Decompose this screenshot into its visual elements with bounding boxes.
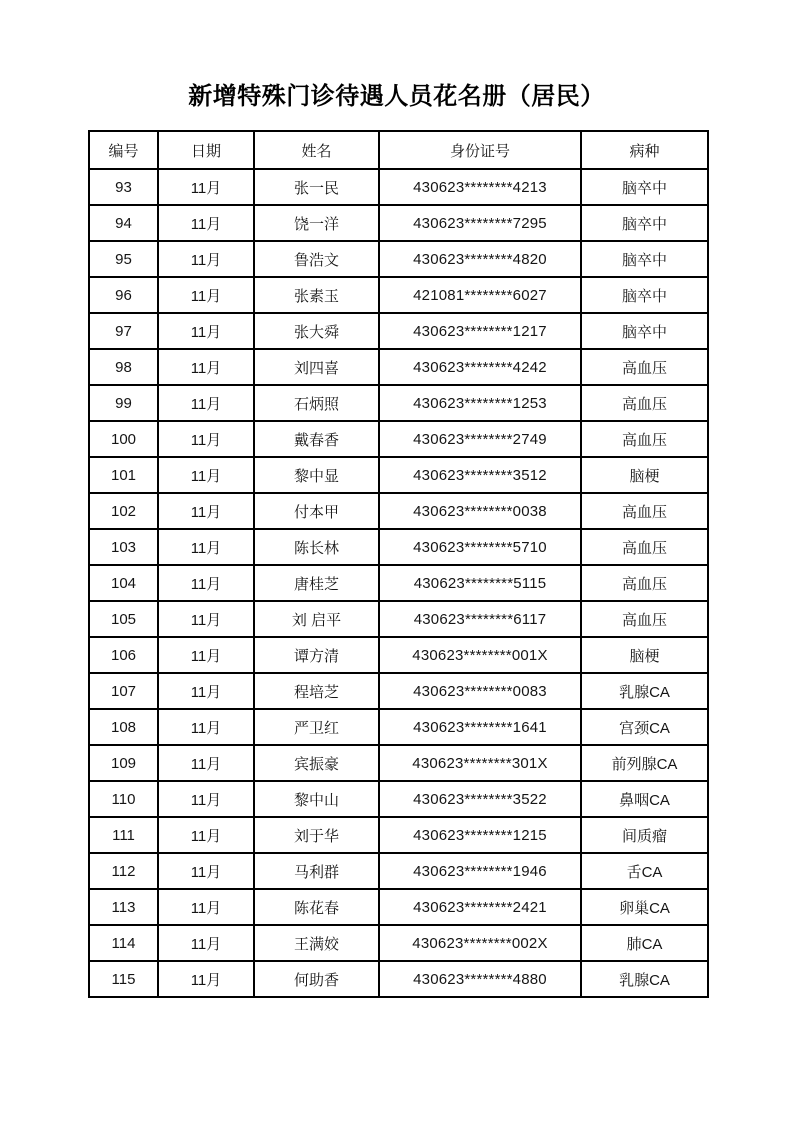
cell-id: 430623********0083 — [379, 673, 581, 709]
cell-number: 107 — [89, 673, 158, 709]
cell-date: 11月 — [158, 961, 254, 997]
table-row — [89, 853, 708, 889]
cell-name: 张素玉 — [254, 277, 379, 313]
cell-disease: 卵巢CA — [581, 889, 708, 925]
table-row — [89, 817, 708, 853]
cell-date: 11月 — [158, 205, 254, 241]
column-header-date: 日期 — [158, 131, 254, 169]
cell-number: 96 — [89, 277, 158, 313]
cell-number: 93 — [89, 169, 158, 205]
cell-name: 张一民 — [254, 169, 379, 205]
cell-id: 430623********4242 — [379, 349, 581, 385]
cell-number: 112 — [89, 853, 158, 889]
cell-id: 430623********4213 — [379, 169, 581, 205]
cell-date: 11月 — [158, 493, 254, 529]
table-row — [89, 205, 708, 241]
cell-disease: 乳腺CA — [581, 961, 708, 997]
cell-date: 11月 — [158, 277, 254, 313]
cell-id: 430623********1253 — [379, 385, 581, 421]
header-row — [89, 131, 708, 169]
cell-name: 程培芝 — [254, 673, 379, 709]
cell-number: 94 — [89, 205, 158, 241]
table-body — [89, 169, 708, 997]
cell-disease: 脑卒中 — [581, 241, 708, 277]
column-header-id: 身份证号 — [379, 131, 581, 169]
table-row — [89, 169, 708, 205]
cell-name: 张大舜 — [254, 313, 379, 349]
cell-name: 黎中山 — [254, 781, 379, 817]
cell-date: 11月 — [158, 313, 254, 349]
cell-id: 430623********2421 — [379, 889, 581, 925]
cell-number: 103 — [89, 529, 158, 565]
cell-number: 100 — [89, 421, 158, 457]
cell-id: 430623********5710 — [379, 529, 581, 565]
cell-name: 黎中显 — [254, 457, 379, 493]
cell-number: 98 — [89, 349, 158, 385]
cell-name: 陈花春 — [254, 889, 379, 925]
cell-id: 430623********301X — [379, 745, 581, 781]
column-header-name: 姓名 — [254, 131, 379, 169]
cell-name: 陈长林 — [254, 529, 379, 565]
cell-id: 430623********1946 — [379, 853, 581, 889]
cell-date: 11月 — [158, 709, 254, 745]
cell-disease: 高血压 — [581, 385, 708, 421]
table-header — [89, 131, 708, 169]
cell-name: 饶一洋 — [254, 205, 379, 241]
cell-number: 102 — [89, 493, 158, 529]
cell-name: 戴春香 — [254, 421, 379, 457]
table-row — [89, 709, 708, 745]
table-row — [89, 781, 708, 817]
cell-id: 430623********0038 — [379, 493, 581, 529]
cell-id: 430623********5115 — [379, 565, 581, 601]
cell-disease: 高血压 — [581, 349, 708, 385]
table-row — [89, 601, 708, 637]
table-row — [89, 529, 708, 565]
cell-date: 11月 — [158, 529, 254, 565]
cell-date: 11月 — [158, 169, 254, 205]
cell-number: 114 — [89, 925, 158, 961]
cell-date: 11月 — [158, 817, 254, 853]
cell-name: 何助香 — [254, 961, 379, 997]
cell-number: 115 — [89, 961, 158, 997]
cell-disease: 脑卒中 — [581, 277, 708, 313]
cell-name: 王满姣 — [254, 925, 379, 961]
cell-id: 430623********6117 — [379, 601, 581, 637]
cell-date: 11月 — [158, 637, 254, 673]
cell-disease: 宫颈CA — [581, 709, 708, 745]
cell-disease: 高血压 — [581, 421, 708, 457]
cell-id: 430623********002X — [379, 925, 581, 961]
cell-number: 109 — [89, 745, 158, 781]
cell-date: 11月 — [158, 745, 254, 781]
cell-date: 11月 — [158, 385, 254, 421]
table-row — [89, 349, 708, 385]
cell-name: 刘四喜 — [254, 349, 379, 385]
cell-disease: 脑梗 — [581, 637, 708, 673]
column-header-disease: 病种 — [581, 131, 708, 169]
cell-date: 11月 — [158, 457, 254, 493]
cell-disease: 鼻咽CA — [581, 781, 708, 817]
cell-number: 104 — [89, 565, 158, 601]
table-row — [89, 565, 708, 601]
cell-number: 106 — [89, 637, 158, 673]
cell-number: 111 — [89, 817, 158, 853]
cell-name: 马利群 — [254, 853, 379, 889]
cell-date: 11月 — [158, 565, 254, 601]
cell-name: 鲁浩文 — [254, 241, 379, 277]
cell-disease: 高血压 — [581, 493, 708, 529]
cell-date: 11月 — [158, 241, 254, 277]
cell-id: 421081********6027 — [379, 277, 581, 313]
cell-number: 95 — [89, 241, 158, 277]
table-row — [89, 457, 708, 493]
table-row — [89, 673, 708, 709]
page-title: 新增特殊门诊待遇人员花名册（居民） — [188, 83, 605, 110]
cell-disease: 舌CA — [581, 853, 708, 889]
cell-id: 430623********1641 — [379, 709, 581, 745]
cell-name: 刘于华 — [254, 817, 379, 853]
table-row — [89, 889, 708, 925]
table-row — [89, 925, 708, 961]
cell-date: 11月 — [158, 925, 254, 961]
cell-disease: 脑卒中 — [581, 313, 708, 349]
table-row — [89, 277, 708, 313]
cell-disease: 高血压 — [581, 601, 708, 637]
cell-disease: 肺CA — [581, 925, 708, 961]
cell-disease: 乳腺CA — [581, 673, 708, 709]
cell-date: 11月 — [158, 889, 254, 925]
cell-id: 430623********7295 — [379, 205, 581, 241]
cell-name: 付本甲 — [254, 493, 379, 529]
table-row — [89, 961, 708, 997]
cell-name: 严卫红 — [254, 709, 379, 745]
cell-id: 430623********2749 — [379, 421, 581, 457]
table-row — [89, 313, 708, 349]
cell-number: 113 — [89, 889, 158, 925]
cell-disease: 间质瘤 — [581, 817, 708, 853]
cell-id: 430623********3512 — [379, 457, 581, 493]
cell-number: 97 — [89, 313, 158, 349]
cell-date: 11月 — [158, 673, 254, 709]
cell-number: 108 — [89, 709, 158, 745]
table-row — [89, 493, 708, 529]
cell-date: 11月 — [158, 601, 254, 637]
table-row — [89, 241, 708, 277]
cell-name: 石炳照 — [254, 385, 379, 421]
cell-number: 101 — [89, 457, 158, 493]
cell-disease: 高血压 — [581, 529, 708, 565]
cell-disease: 高血压 — [581, 565, 708, 601]
cell-disease: 前列腺CA — [581, 745, 708, 781]
cell-id: 430623********001X — [379, 637, 581, 673]
cell-name: 谭方清 — [254, 637, 379, 673]
table-row — [89, 637, 708, 673]
cell-date: 11月 — [158, 781, 254, 817]
cell-name: 刘 启平 — [254, 601, 379, 637]
table-row — [89, 385, 708, 421]
table-row — [89, 745, 708, 781]
cell-date: 11月 — [158, 421, 254, 457]
cell-disease: 脑梗 — [581, 457, 708, 493]
cell-number: 99 — [89, 385, 158, 421]
cell-date: 11月 — [158, 853, 254, 889]
cell-number: 110 — [89, 781, 158, 817]
cell-id: 430623********4820 — [379, 241, 581, 277]
cell-id: 430623********4880 — [379, 961, 581, 997]
cell-disease: 脑卒中 — [581, 169, 708, 205]
cell-name: 宾振豪 — [254, 745, 379, 781]
table-row — [89, 421, 708, 457]
cell-name: 唐桂芝 — [254, 565, 379, 601]
cell-id: 430623********1215 — [379, 817, 581, 853]
cell-id: 430623********3522 — [379, 781, 581, 817]
roster-table — [88, 130, 709, 998]
column-header-number: 编号 — [89, 131, 158, 169]
cell-date: 11月 — [158, 349, 254, 385]
cell-id: 430623********1217 — [379, 313, 581, 349]
cell-disease: 脑卒中 — [581, 205, 708, 241]
cell-number: 105 — [89, 601, 158, 637]
